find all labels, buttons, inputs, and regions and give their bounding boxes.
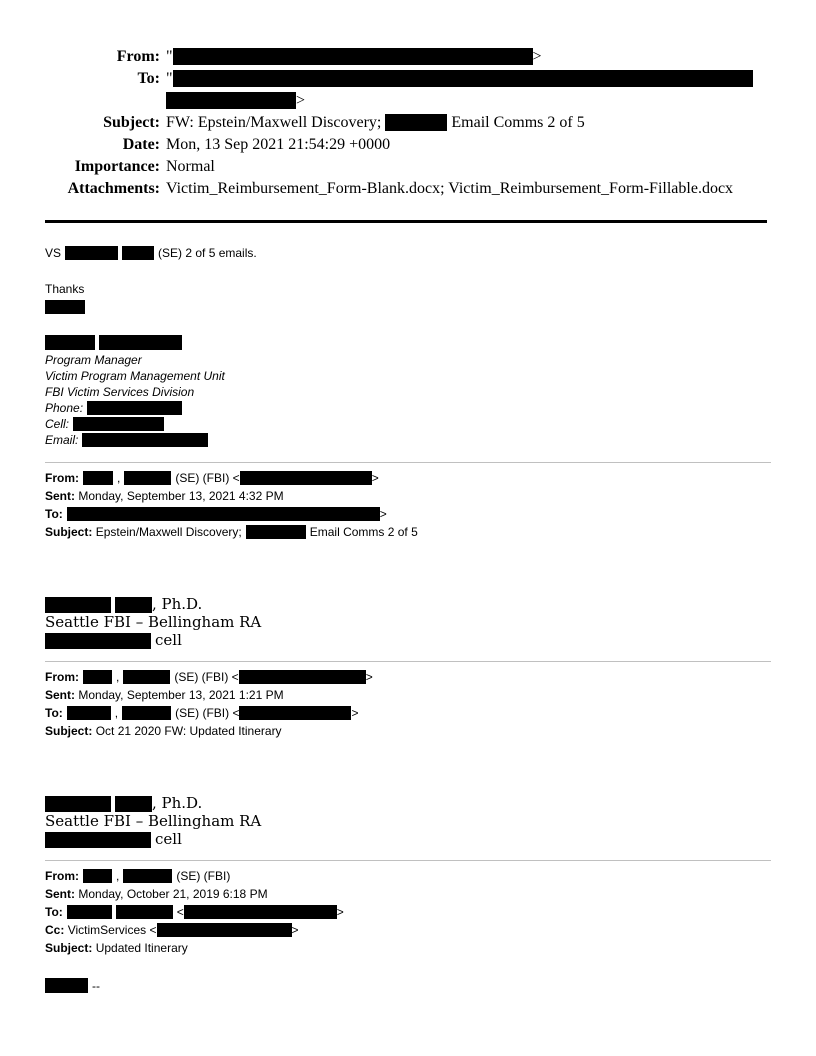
from-quote: " [166,48,173,65]
q2-from-line [45,668,771,686]
q2-sent-label: Sent: [45,688,75,702]
from-angle: > [532,48,542,65]
attachments-label: Attachments: [67,180,160,197]
q3-cc-open: < [149,923,157,937]
phd1-org-line: Seattle FBI – Bellingham RA [45,613,262,631]
q1-subject-line [45,523,771,541]
q2-subject-label: Subject: [45,724,93,738]
quoted-separator [45,860,771,861]
q2-from-mid: (SE) (FBI) < [174,670,239,684]
thanks-name-line [45,298,771,316]
signer-name-line [45,334,771,352]
to-angle: > [296,92,306,109]
redaction-bar [83,471,113,485]
redaction-bar [385,114,447,131]
signature-cell [45,416,771,432]
q3-from-sep: , [116,869,120,883]
attachments-value: Victim_Reimbursement_Form-Blank.docx; Victim_Reimbursement_Form-Fillable.docx [166,180,734,197]
quoted-separator [45,462,771,463]
email-label: Email: [45,433,79,447]
closing-dashes: -- [92,979,100,993]
q2-subject-value: Oct 21 2020 FW: Updated Itinerary [95,724,282,738]
redaction-bar [166,92,296,109]
q2-to-label: To: [45,706,63,720]
importance-value: Normal [166,158,215,175]
to-quote: " [166,70,173,87]
redaction-bar [240,471,372,485]
signature-email [45,432,771,448]
redaction-bar [116,905,173,919]
intro-post: (SE) 2 of 5 emails. [158,246,257,260]
phd-signature-1 [45,595,771,649]
redaction-bar [173,70,753,87]
q3-sent-value: Monday, October 21, 2019 6:18 PM [78,887,268,901]
q3-subject-value: Updated Itinerary [95,941,188,955]
q3-subject-line [45,939,771,957]
redaction-bar [246,525,306,539]
to-value-line2 [166,90,771,112]
to-label: To: [137,70,160,87]
q3-subject-label: Subject: [45,941,93,955]
q1-to-angle: > [379,507,387,521]
redaction-bar [45,796,111,812]
redaction-bar [45,300,85,314]
phd1-cell-label: cell [155,631,182,649]
redaction-bar [115,597,152,613]
subject-label: Subject: [103,114,160,131]
q2-from-label: From: [45,670,79,684]
redaction-bar [45,597,111,613]
q2-to-sep: , [114,706,119,720]
q3-cc-angle: > [291,923,299,937]
phd1-suffix: , Ph.D. [152,595,203,613]
phd2-org-line: Seattle FBI – Bellingham RA [45,812,262,830]
q1-subject-pre: Epstein/Maxwell Discovery; [95,525,242,539]
redaction-bar [45,335,95,350]
subject-value [166,112,771,134]
redaction-bar [45,633,151,649]
date-value: Mon, 13 Sep 2021 21:54:29 +0000 [166,136,391,153]
redaction-bar [173,48,533,65]
redaction-bar [45,978,88,993]
redaction-bar [45,832,151,848]
q1-sent-label: Sent: [45,489,75,503]
redaction-bar [67,706,111,720]
q1-subject-post: Email Comms 2 of 5 [309,525,418,539]
q1-from-mid: (SE) (FBI) < [175,471,240,485]
q3-sent-label: Sent: [45,887,75,901]
subject-post: Email Comms 2 of 5 [451,114,585,131]
q2-from-angle: > [365,670,373,684]
redaction-bar [67,905,112,919]
to-value-line1 [166,68,771,90]
intro-line [45,244,771,262]
phone-label: Phone: [45,401,84,415]
q3-cc-value: VictimServices [67,923,147,937]
subject-pre: FW: Epstein/Maxwell Discovery; [166,114,382,131]
phd2-cell-line [45,830,771,848]
redaction-bar [82,433,208,447]
phd2-suffix: , Ph.D. [152,794,203,812]
importance-label: Importance: [74,158,160,175]
q3-from-mid: (SE) (FBI) [176,869,231,883]
date-label: Date: [122,136,160,153]
phd1-name-line [45,595,771,613]
quoted-header-2 [45,668,771,740]
redaction-bar [67,507,380,521]
mail-header [45,46,771,200]
redaction-bar [123,670,170,684]
q2-to-mid: (SE) (FBI) < [175,706,240,720]
signature-phone [45,400,771,416]
q3-from-label: From: [45,869,79,883]
redaction-bar [83,670,112,684]
phd-signature-2 [45,794,771,848]
redaction-bar [115,796,152,812]
q2-to-line [45,704,771,722]
q3-from-line [45,867,771,885]
redaction-bar [184,905,337,919]
quoted-header-3 [45,867,771,957]
phd2-name-line [45,794,771,812]
q1-to-line [45,505,771,523]
from-label: From: [116,48,160,65]
q1-from-angle: > [371,471,379,485]
q1-sent-line [45,487,771,505]
intro-pre: VS [45,246,62,260]
signature-unit: Victim Program Management Unit [45,369,225,383]
q3-to-open: < [176,905,184,919]
redaction-bar [73,417,164,431]
header-separator-rule [45,220,767,223]
q3-to-line [45,903,771,921]
q3-sent-line [45,885,771,903]
q1-sent-value: Monday, September 13, 2021 4:32 PM [78,489,284,503]
signature-block [45,352,771,448]
redaction-bar [239,706,351,720]
q2-to-angle: > [351,706,359,720]
q1-from-line [45,469,771,487]
q2-sent-value: Monday, September 13, 2021 1:21 PM [78,688,284,702]
q1-from-label: From: [45,471,79,485]
redaction-bar [157,923,292,937]
redaction-bar [65,246,118,260]
redaction-bar [99,335,182,350]
redaction-bar [122,246,154,260]
quoted-separator [45,661,771,662]
thanks-line: Thanks [45,282,85,296]
q1-subject-label: Subject: [45,525,93,539]
phd1-cell-line [45,631,771,649]
q3-cc-label: Cc: [45,923,65,937]
q2-from-sep: , [116,670,120,684]
signature-title: Program Manager [45,353,142,367]
q2-subject-line [45,722,771,740]
to-value [166,68,771,112]
cell-label: Cell: [45,417,70,431]
redaction-bar [87,401,182,415]
redaction-bar [123,869,172,883]
from-value [166,46,771,68]
q3-to-angle: > [336,905,344,919]
redaction-bar [239,670,366,684]
q3-cc-line [45,921,771,939]
redaction-bar [83,869,112,883]
signature-division: FBI Victim Services Division [45,385,195,399]
q3-to-label: To: [45,905,63,919]
phd2-cell-label: cell [155,830,182,848]
quoted-header-1 [45,469,771,541]
closing-line [45,977,771,995]
redaction-bar [124,471,171,485]
q1-to-label: To: [45,507,63,521]
redaction-bar [122,706,171,720]
q2-sent-line [45,686,771,704]
q1-from-sep: , [117,471,121,485]
